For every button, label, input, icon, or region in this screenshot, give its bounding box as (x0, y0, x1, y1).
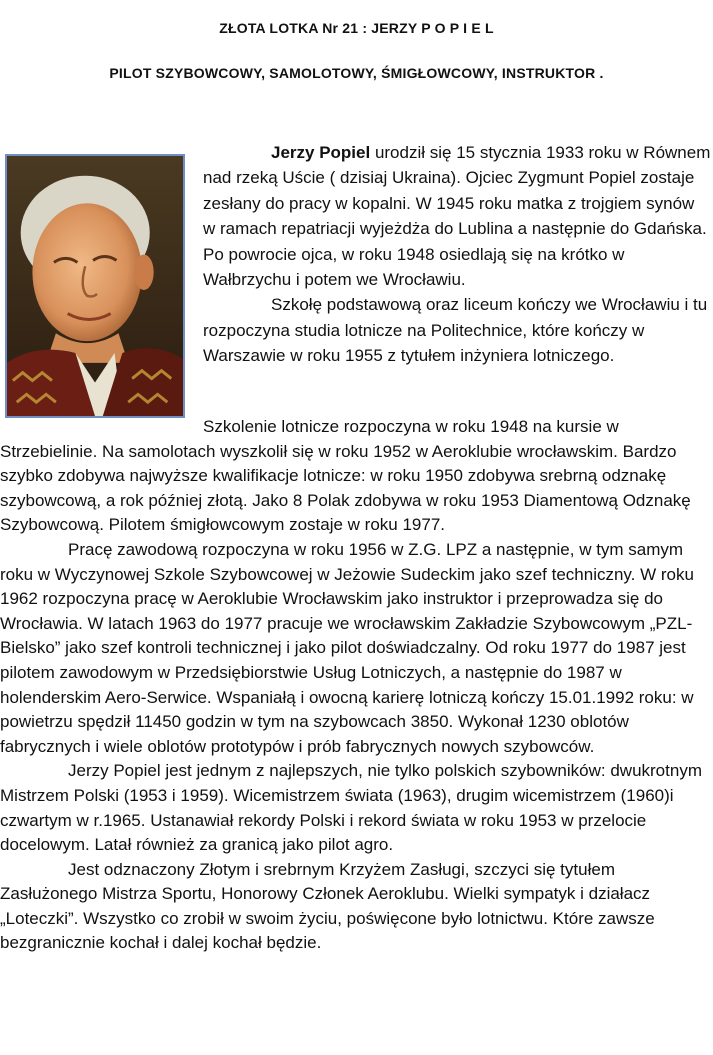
paragraph-honors: Jest odznaczony Złotym i srebrnym Krzyżem Zasługi, szczyci się tytułem Zasłużonego Mistrza Sportu, Honorowy Członek Aeroklubu. Wielki sympatyk i działacz „Loteczki”. Wszystko co zrobił w swoim życiu, poświęcone było lotnictwu. Które zawsze bezgranicznie kochał i dalej kochał będzie. (0, 859, 655, 953)
portrait-photo (5, 154, 185, 418)
paragraph-career: Pracę zawodową rozpoczyna w roku 1956 w Z.G. LPZ a następnie, w tym samym roku w Wyczynowej Szkole Szybowcowej w Jeżowie Sudeckim jako szef techniczny. W roku 1962 rozpoczyna pracę w Aeroklubie Wrocławskim jako instruktor i przeprowadza się do Wrocławia. W latach 1963 do 1977 pracuje we wrocławskim Zakładzie Szybowcowym „PZL-Bielsko” jako szef kontroli technicznej i jako pilot doświadczalny. Od roku 1977 do 1987 jest pilotem zawodowym w Przedsiębiorstwie Usług Lotniczych, a następnie do 1987 w holenderskim Aero-Serwice. Wspaniałą i owocną karierę lotniczą kończy 15.01.1992 roku: w powietrzu spędził 11450 godzin w tym na szybowcach 3850. Wykonał 1230 oblotów fabrycznych i wiele oblotów prototypów i prób fabrycznych nowych szybowców. (0, 539, 694, 756)
portrait-icon (7, 156, 183, 416)
training-start: Szkolenie lotnicze rozpoczyna w roku 1948 na kursie w (203, 417, 619, 436)
page-title: ZŁOTA LOTKA Nr 21 : JERZY P O P I E L (219, 20, 494, 36)
article-body (0, 415, 713, 956)
paragraph-training (0, 415, 713, 538)
article-side-column (203, 140, 711, 369)
intro-text: urodził się 15 stycznia 1933 roku w Równem nad rzeką Uście ( dzisiaj Ukraina). Ojciec Zygmunt Popiel zostaje zesłany do pracy w kopalni. W 1945 roku matka z trojgiem synów w ramach repatriacji wyjeżdża do Lublina a następnie do Gdańska. Po powrocie ojca, w roku 1948 osiedlają się na krótko w Wałbrzychu i potem we Wrocławiu. (203, 143, 711, 290)
training-rest: Strzebielinie. Na samolotach wyszkolił się w roku 1952 w Aeroklubie wrocławskim. Bardzo szybko zdobywa najwyższe kwalifikacje lotnicze: w roku 1950 zdobywa srebrną odznakę szybowcową, a rok później złotą. Jako 8 Polak zdobywa w roku 1953 Diamentową Odznakę Szybowcową. Pilotem śmigłowcowym zostaje w roku 1977. (0, 441, 691, 535)
paragraph-intro (203, 140, 711, 292)
paragraph-achievements: Jerzy Popiel jest jednym z najlepszych, nie tylko polskich szybowników: dwukrotnym Mistrzem Polski (1953 i 1959). Wicemistrzem świata (1963), drugim wicemistrzem (1960)i czwartym w r.1965. Ustanawiał rekordy Polski i rekord świata w roku 1953 w przelocie docelowym. Latał również za granicą jako pilot agro. (0, 761, 702, 855)
paragraph-education: Szkołę podstawową oraz liceum kończy we Wrocławiu i tu rozpoczyna studia lotnicze na Politechnice, które kończy w Warszawie w roku 1955 z tytułem inżyniera lotniczego. (203, 295, 708, 366)
subject-name: Jerzy Popiel (271, 143, 371, 162)
page-subtitle: PILOT SZYBOWCOWY, SAMOLOTOWY, ŚMIGŁOWCOWY, INSTRUKTOR . (109, 65, 604, 81)
